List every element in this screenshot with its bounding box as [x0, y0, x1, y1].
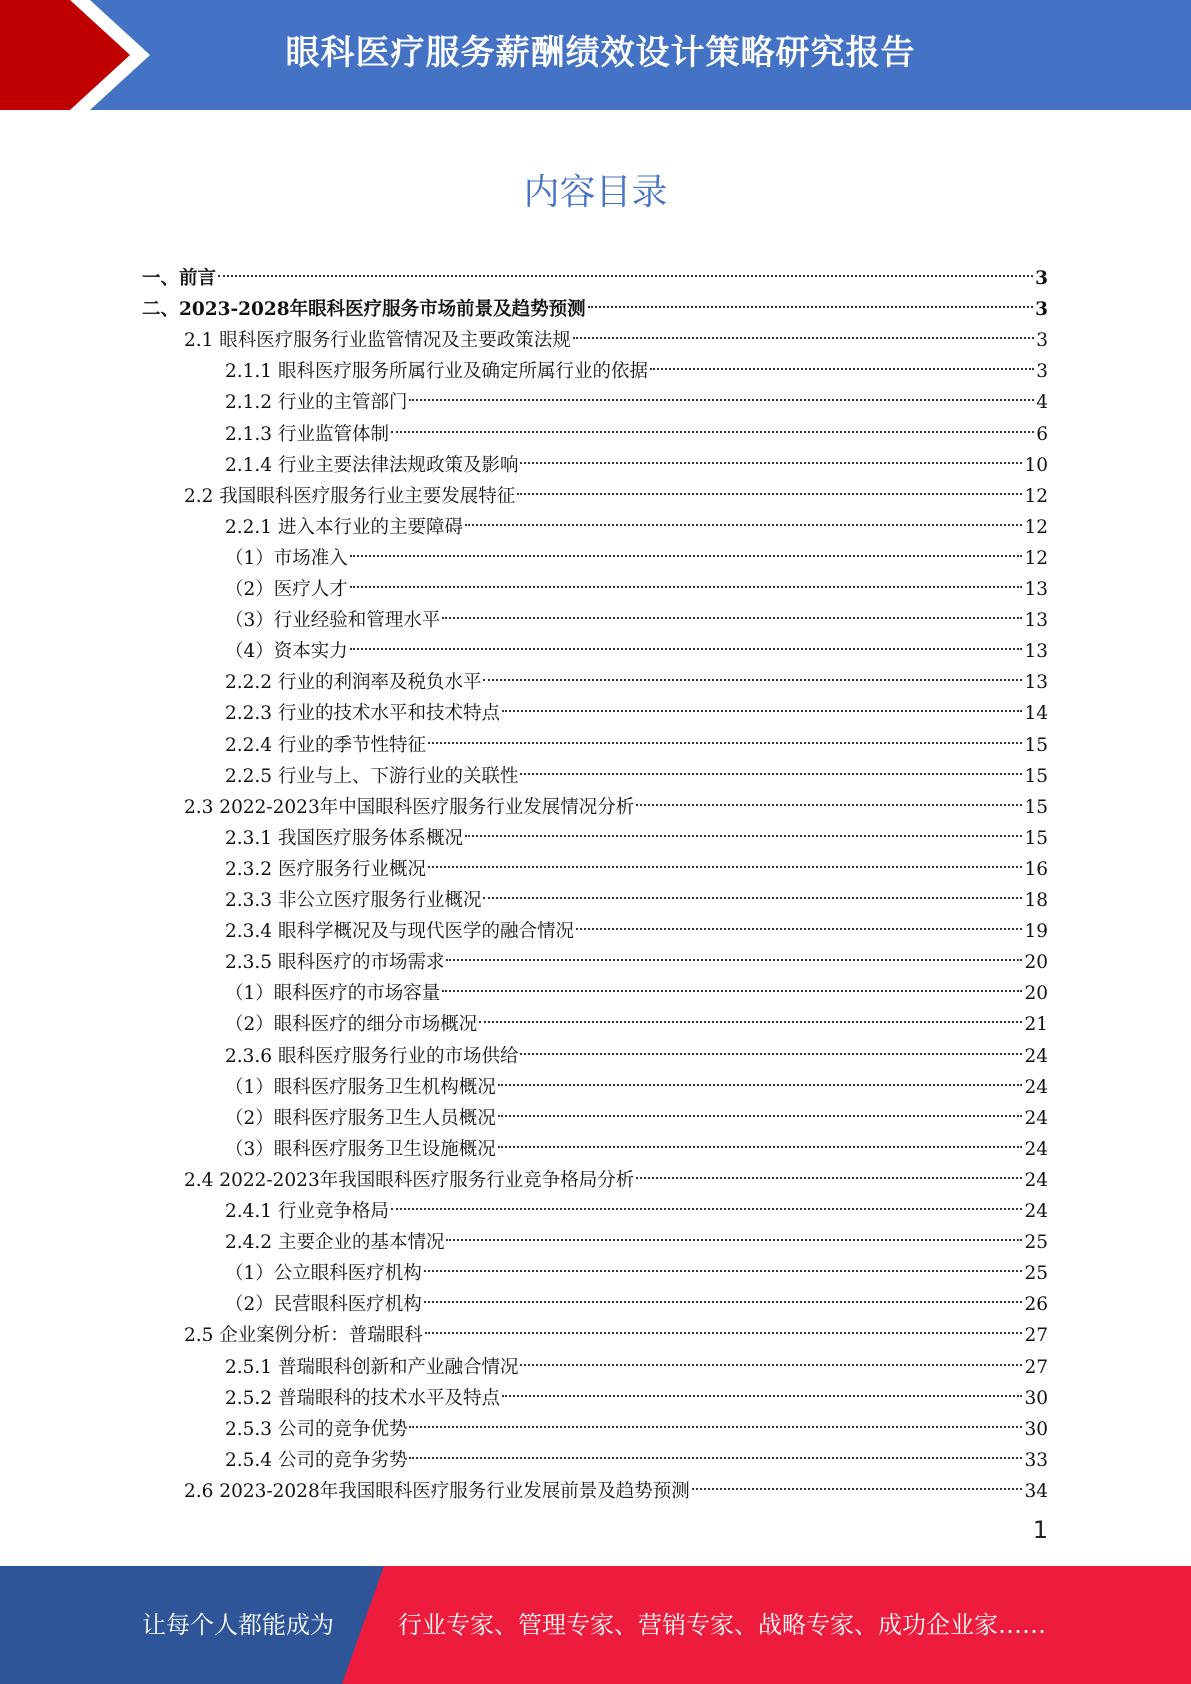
toc-entry[interactable]: [225, 1217, 1048, 1254]
toc-entry-page: 3: [1035, 268, 1048, 289]
toc-dot-leader: [446, 1217, 1022, 1248]
toc-dot-leader: [502, 688, 1022, 719]
toc-entry-label: 2.2.4 行业的季节性特征: [225, 734, 426, 756]
toc-entry-page: 15: [1024, 796, 1048, 818]
toc-entry[interactable]: [225, 626, 1048, 663]
toc-entry-page: 3: [1035, 299, 1048, 321]
toc-entry[interactable]: [225, 377, 1048, 414]
toc-entry[interactable]: [184, 1310, 1048, 1347]
toc-entry[interactable]: [225, 1248, 1048, 1285]
toc-entry-label: 2.3.2 医疗服务行业概况: [225, 858, 426, 880]
toc-entry-page: 13: [1024, 610, 1048, 632]
toc-entry-label: 2.2.2 行业的利润率及税负水平: [225, 672, 482, 694]
toc-entry-page: 15: [1024, 765, 1048, 787]
toc-entry[interactable]: [225, 1435, 1048, 1471]
toc-dot-leader: [520, 1342, 1022, 1373]
toc-entry[interactable]: [225, 564, 1048, 600]
toc-entry-page: 34: [1024, 1480, 1048, 1502]
toc-entry[interactable]: [225, 1093, 1048, 1129]
toc-dot-leader: [573, 315, 1034, 346]
toc-dot-leader: [442, 968, 1022, 999]
toc-dot-leader: [692, 1466, 1023, 1497]
toc-entry-page: 25: [1024, 1263, 1048, 1285]
toc-entry-label: 二、2023-2028年眼科医疗服务市场前景及趋势预测: [142, 299, 586, 321]
toc-entry-label: （2）民营眼科医疗机构: [225, 1294, 422, 1316]
page-number: 1: [1032, 1516, 1048, 1544]
toc-entry-page: 13: [1024, 579, 1048, 600]
toc-entry-page: 12: [1024, 516, 1048, 538]
toc-dot-leader: [465, 813, 1022, 844]
toc-dot-leader: [424, 1279, 1023, 1310]
toc-entry[interactable]: [225, 595, 1048, 632]
toc-entry-label: 2.4.2 主要企业的基本情况: [225, 1232, 445, 1254]
toc-entry-label: 2.4 2022-2023年我国眼科医疗服务行业竞争格局分析: [184, 1169, 635, 1191]
toc-entry[interactable]: [225, 346, 1048, 383]
toc-dot-leader: [498, 1093, 1023, 1124]
toc-entry[interactable]: [225, 1124, 1048, 1160]
toc-entry-page: 18: [1024, 890, 1048, 911]
toc-entry[interactable]: [225, 813, 1048, 849]
toc-entry[interactable]: [142, 253, 1048, 289]
toc-entry-label: 2.3.4 眼科学概况及与现代医学的融合情况: [225, 921, 574, 943]
toc-entry[interactable]: [184, 315, 1048, 352]
toc-entry[interactable]: [225, 1186, 1048, 1222]
toc-dot-leader: [409, 377, 1034, 408]
toc-entry-label: （3）眼科医疗服务卫生设施概况: [225, 1138, 496, 1160]
toc-entry-label: 2.3.6 眼科医疗服务行业的市场供给: [225, 1045, 519, 1067]
toc-entry-label: 2.1 眼科医疗服务行业监管情况及主要政策法规: [184, 330, 571, 352]
toc-dot-leader: [409, 1435, 1022, 1466]
toc-entry-page: 16: [1024, 858, 1048, 880]
toc-entry[interactable]: [225, 440, 1048, 476]
toc-entry-label: 2.2 我国眼科医疗服务行业主要发展特征: [184, 485, 516, 507]
toc-entry-page: 10: [1024, 454, 1048, 476]
toc-entry[interactable]: [225, 999, 1048, 1036]
toc-entry-page: 27: [1024, 1356, 1048, 1378]
toc-entry[interactable]: [225, 657, 1048, 694]
toc-entry-page: 19: [1024, 921, 1048, 943]
toc-entry-label: 2.5 企业案例分析：普瑞眼科: [184, 1325, 423, 1347]
toc-entry-label: 2.4.1 行业竞争格局: [225, 1201, 389, 1222]
toc-entry[interactable]: [225, 688, 1048, 725]
toc-entry[interactable]: [225, 502, 1048, 538]
toc-entry[interactable]: [225, 751, 1048, 787]
toc-dot-leader: [502, 1373, 1022, 1404]
page-footer: [0, 1566, 1191, 1684]
toc-entry-page: 26: [1024, 1294, 1048, 1316]
toc-entry[interactable]: [184, 1155, 1048, 1191]
toc-entry-page: 24: [1024, 1076, 1048, 1098]
toc-entry[interactable]: [225, 968, 1048, 1005]
toc-entry[interactable]: [142, 284, 1048, 321]
toc-entry-page: 25: [1024, 1232, 1048, 1254]
toc-dot-leader: [498, 1062, 1023, 1093]
toc-entry-label: 2.6 2023-2028年我国眼科医疗服务行业发展前景及趋势预测: [184, 1480, 690, 1502]
toc-dot-leader: [465, 502, 1022, 533]
toc-entry-page: 3: [1036, 330, 1048, 352]
toc-dot-leader: [425, 1310, 1023, 1341]
toc-entry-label: 2.3.5 眼科医疗的市场需求: [225, 952, 445, 974]
toc-entry[interactable]: [225, 1062, 1048, 1098]
toc-entry-page: 13: [1024, 641, 1048, 663]
toc-entry-label: 2.1.1 眼科医疗服务所属行业及确定所属行业的依据: [225, 361, 648, 383]
toc-entry[interactable]: [184, 782, 1048, 818]
toc-entry-label: （3）行业经验和管理水平: [225, 610, 441, 632]
toc-dot-leader: [350, 626, 1023, 657]
toc-entry-label: （1）眼科医疗服务卫生机构概况: [225, 1076, 496, 1098]
toc-dot-leader: [588, 284, 1033, 315]
toc-entry[interactable]: [225, 937, 1048, 974]
toc-entry-label: （2）眼科医疗服务卫生人员概况: [225, 1107, 496, 1129]
toc-entry[interactable]: [225, 1279, 1048, 1316]
toc-entry-label: 2.2.3 行业的技术水平和技术特点: [225, 703, 500, 725]
toc-dot-leader: [520, 1031, 1022, 1062]
toc-entry-label: 2.2.1 进入本行业的主要障碍: [225, 516, 463, 538]
toc-entry-page: 12: [1024, 547, 1048, 569]
toc-entry-label: （4）资本实力: [225, 641, 348, 663]
toc-entry[interactable]: [225, 1373, 1048, 1409]
toc-entry-label: 2.5.3 公司的竞争优势: [225, 1418, 408, 1440]
toc-entry-page: 24: [1024, 1045, 1048, 1067]
toc-entry-page: 24: [1024, 1107, 1048, 1129]
toc-heading: 内容目录: [523, 172, 668, 213]
toc-dot-leader: [424, 1248, 1023, 1279]
toc-dot-leader: [350, 533, 1023, 564]
toc-dot-leader: [428, 720, 1022, 751]
toc-dot-leader: [350, 564, 1023, 595]
toc-entry-label: 2.5.4 公司的竞争劣势: [225, 1449, 408, 1471]
toc-entry-label: 2.3.3 非公立医疗服务行业概况: [225, 890, 482, 911]
toc-entry-page: 21: [1024, 1014, 1048, 1036]
toc-entry-label: （1）眼科医疗的市场容量: [225, 983, 441, 1005]
toc-dot-leader: [498, 1124, 1023, 1155]
toc-entry-page: 12: [1024, 485, 1048, 507]
toc-entry[interactable]: [184, 1466, 1048, 1502]
toc-dot-leader: [517, 471, 1022, 502]
toc-entry-page: 3: [1036, 361, 1048, 383]
toc-entry[interactable]: [225, 1031, 1048, 1067]
toc-entry[interactable]: [184, 471, 1048, 507]
toc-dot-leader: [576, 906, 1022, 937]
toc-entry-page: 13: [1024, 672, 1048, 694]
toc-entry-label: 2.5.2 普瑞眼科的技术水平及特点: [225, 1387, 500, 1409]
toc-dot-leader: [520, 751, 1022, 782]
toc-dot-leader: [636, 1155, 1022, 1186]
toc-entry[interactable]: [225, 533, 1048, 569]
toc-dot-leader: [483, 657, 1022, 688]
toc-entry[interactable]: [225, 1404, 1048, 1440]
toc-entry-page: 15: [1024, 827, 1048, 849]
toc-dot-leader: [483, 875, 1022, 906]
toc-entry-label: 2.1.4 行业主要法律法规政策及影响: [225, 454, 519, 476]
toc-dot-leader: [636, 782, 1022, 813]
toc-entry-label: （1）市场准入: [225, 547, 348, 569]
toc-dot-leader: [520, 440, 1022, 471]
toc-entry-label: 2.1.3 行业监管体制: [225, 423, 389, 445]
toc-dot-leader: [442, 595, 1022, 626]
toc-entry-page: 15: [1024, 734, 1048, 756]
toc-entry-page: 33: [1024, 1449, 1048, 1471]
page-header: [0, 0, 1191, 110]
toc-entry-label: 2.2.5 行业与上、下游行业的关联性: [225, 765, 519, 787]
toc-entry-label: （1）公立眼科医疗机构: [225, 1263, 422, 1285]
footer-slogan-right: 行业专家、管理专家、营销专家、战略专家、成功企业家……: [398, 1611, 1046, 1639]
toc-dot-leader: [428, 844, 1022, 875]
toc-entry-page: 24: [1024, 1169, 1048, 1191]
toc-entry-label: 2.5.1 普瑞眼科创新和产业融合情况: [225, 1356, 519, 1378]
toc-dot-leader: [409, 1404, 1022, 1435]
toc-entry-page: 24: [1024, 1201, 1048, 1222]
toc-entry-label: 2.3.1 我国医疗服务体系概况: [225, 827, 463, 849]
toc-entry[interactable]: [225, 875, 1048, 911]
toc-entry[interactable]: [225, 1342, 1048, 1378]
toc-entry[interactable]: [225, 409, 1048, 445]
toc-entry-page: 30: [1024, 1387, 1048, 1409]
toc-entry-label: （2）眼科医疗的细分市场概况: [225, 1014, 478, 1036]
toc-dot-leader: [446, 937, 1022, 968]
toc-entry-page: 4: [1036, 392, 1048, 414]
toc-dot-leader: [391, 1186, 1022, 1217]
toc-dot-leader: [479, 999, 1022, 1030]
toc-entry-page: 14: [1024, 703, 1048, 725]
toc-entry-label: 2.1.2 行业的主管部门: [225, 392, 408, 414]
toc-dot-leader: [391, 409, 1034, 440]
toc-entry-page: 20: [1024, 952, 1048, 974]
footer-slogan-left: 让每个人都能成为: [142, 1611, 334, 1639]
toc-entry[interactable]: [225, 720, 1048, 756]
toc-entry-page: 20: [1024, 983, 1048, 1005]
toc-entry-label: （2）医疗人才: [225, 579, 348, 600]
toc-entry-page: 30: [1024, 1418, 1048, 1440]
toc-entry[interactable]: [225, 906, 1048, 943]
toc-entry[interactable]: [225, 844, 1048, 880]
report-title: 眼科医疗服务薪酬绩效设计策略研究报告: [285, 33, 916, 73]
toc-entry-page: 27: [1024, 1325, 1048, 1347]
toc-entry-page: 24: [1024, 1138, 1048, 1160]
toc-dot-leader: [650, 346, 1034, 377]
toc-entry-page: 6: [1036, 423, 1048, 445]
toc-dot-leader: [218, 253, 1033, 284]
toc-entry-label: 2.3 2022-2023年中国眼科医疗服务行业发展情况分析: [184, 796, 635, 818]
toc-entry-label: 一、前言: [142, 268, 217, 289]
